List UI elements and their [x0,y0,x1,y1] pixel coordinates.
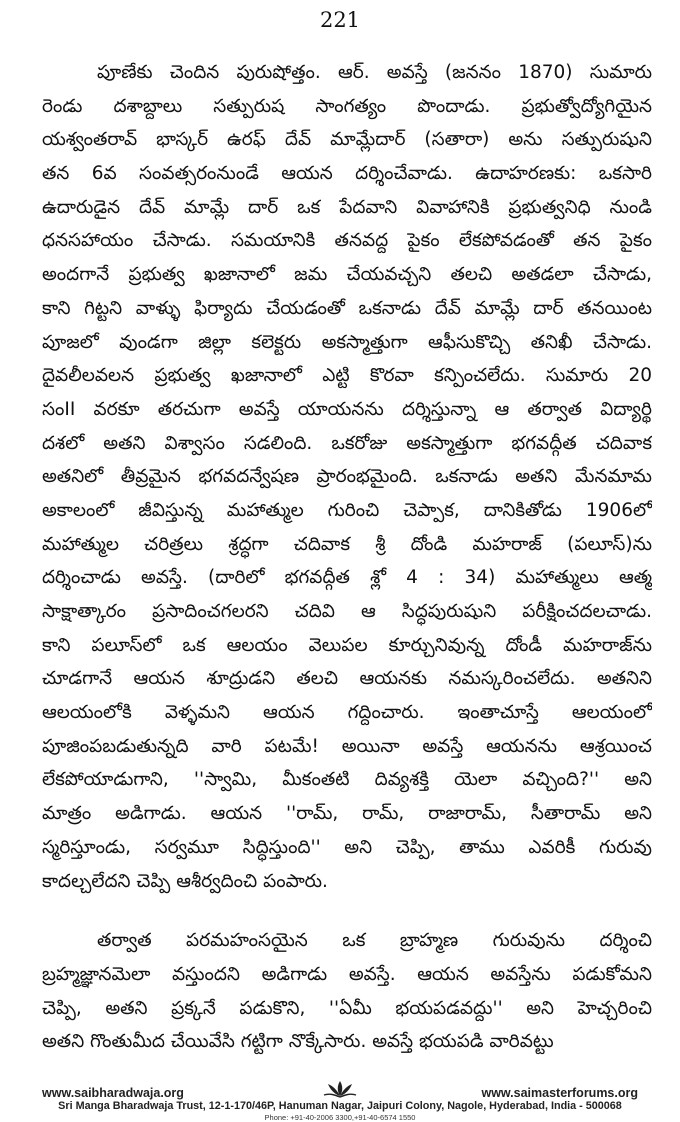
text-line: చూడగానే ఆయన శూద్రుడని తలచి ఆయనకు నమస్కరించలేదు. అతనిని [42,668,652,690]
text-line: కాని పలూస్‌లో ఒక ఆలయం వెలుపల కూర్చునివున్న దోండీ మహరాజ్‌ను [42,634,652,656]
text-line: తర్వాత పరమహంసయైన ఒక బ్రాహ్మణ గురువును దర్శించి [97,930,652,952]
text-line: అందగానే ప్రభుత్వ ఖజానాలో జమ చేయవచ్చని తలచి అతడలా చేసాడు, [42,264,652,286]
text-line: కాదల్చలేదని చెప్పి ఆశీర్వదించి పంపారు. [42,870,328,892]
lotus-emblem-icon [322,1080,358,1098]
text-line: రెండు దశాబ్దాలు సత్పురుష సాంగత్యం పొందాడు. ప్రభుత్వోద్యోగియైన [42,95,652,117]
footer-website-right[interactable]: www.saimasterforums.org [481,1086,638,1100]
text-line: అతనిలో తీవ్రమైన భగవదన్వేషణ ప్రారంభమైంది. ఒకనాడు అతని మేనమామ [42,466,652,488]
text-line: బ్రహ్మజ్ఞానమెలా వస్తుందని అడిగాడు అవస్తే. ఆయన అవస్తేను పడుకోమని [42,963,652,985]
text-line: తన 6వ సంవత్సరంనుండే ఆయన దర్శించేవాడు. ఉదాహరణకు: ఒకసారి [42,163,652,185]
text-line: సాక్షాత్కారం ప్రసాదించగలరని చదివి ఆ సిద్ధపురుషుని పరీక్షించదలచాడు. [42,601,652,622]
text-line: పూణేకు చెందిన పురుషోత్తం. ఆర్. అవస్తే (జననం 1870) సుమారు [97,62,652,83]
text-line: కాని గిట్టని వాళ్ళు ఫిర్యాదు చేయడంతో ఒకనాడు దేవ్ మామ్లే దార్ తనయింట [42,297,652,319]
text-line: ధనసహాయం చేసాడు. సమయానికి తనవద్ద పైకం లేకపోవడంతో తన పైకం [42,230,652,252]
page-number: 221 [319,8,361,32]
text-line: దైవలీలవలన ప్రభుత్వ ఖజానాలో ఎట్టి కొరవా కన్పించలేదు. సుమారు 20 [42,365,652,387]
paragraph [42,924,652,1059]
text-line: పూజలో వుండగా జిల్లా కలెక్టరు అకస్మాత్తుగా ఆఫీసుకొచ్చి తనిఖీ చేసాడు. [42,331,652,353]
footer-address: Sri Manga Bharadwaja Trust, 12-1-170/46P, Hanuman Nagar, Jaipuri Colony, Nagole, Hyderabad, India - 500068 [58,1100,622,1112]
text-line: అతని గొంతుమీద చేయివేసి గట్టిగా నొక్కేసారు. అవస్తే భయపడి వారివట్టు [42,1031,554,1053]
footer-website-left[interactable]: www.saibharadwaja.org [42,1086,184,1100]
text-line: మాత్రం అడిగాడు. ఆయన ''రామ్, రామ్, రాజారామ్, సీతారామ్ అని [42,803,652,825]
footer-phone: Phone: +91-40-2006 3300,+91-40-6574 1550 [264,1113,416,1122]
page-footer [0,1086,680,1122]
text-line: దర్శించాడు అవస్తే. (దారిలో భగవద్గీత శ్లో 4 : 34) మహాత్ములు ఆత్మ [42,567,652,589]
paragraph [42,56,652,898]
text-line: పూజింపబడుతున్నది వారి పటమే! అయినా అవస్తే ఆయనను ఆశ్రయించ [42,735,652,757]
text-line: ఆలయంలోకి వెళ్ళమని ఆయన గద్దించారు. ఇంతాచూస్తే ఆలయంలో [42,702,652,724]
text-line: అకాలంలో జీవిస్తున్న మహాత్ముల గురించి చెప్పాక, దానికితోడు 1906లో [42,499,652,521]
text-line: ఉదారుడైన దేవ్ మామ్లే దార్ ఒక పేదవాని వివాహానికి ప్రభుత్వనిధి నుండి [42,196,652,218]
text-line: దశలో అతని విశ్వాసం సడలింది. ఒకరోజు అకస్మాత్తుగా భగవద్గీత చదివాక [42,432,652,454]
text-line: స్మరిస్తూండు, సర్వమూ సిద్ధిస్తుంది'' అని చెప్పి, తాము ఎవరికీ గురువు [42,836,652,858]
text-line: లేకపోయాడుగాని, ''స్వామి, మీకంతటి దివ్యశక్తి యెలా వచ్చింది?'' అని [42,769,652,791]
text-line: సంII వరకూ తరచుగా అవస్తే యాయనను దర్శిస్తున్నా ఆ తర్వాత విద్యార్థి [42,398,652,420]
body-text [42,56,652,1059]
text-line: మహాత్ముల చరిత్రలు శ్రద్ధగా చదివాక శ్రీ దోండి మహరాజ్ (పలూస్)ను [42,533,652,555]
text-line: చెప్పి, అతని ప్రక్కనే పడుకొని, ''ఏమీ భయపడవద్దు'' అని హెచ్చరించి [42,997,652,1019]
text-line: యశ్వంతరావ్ భాస్కర్ ఉరఫ్ దేవ్ మామ్లేదార్ (సతారా) అను సత్పురుషుని [42,129,652,151]
